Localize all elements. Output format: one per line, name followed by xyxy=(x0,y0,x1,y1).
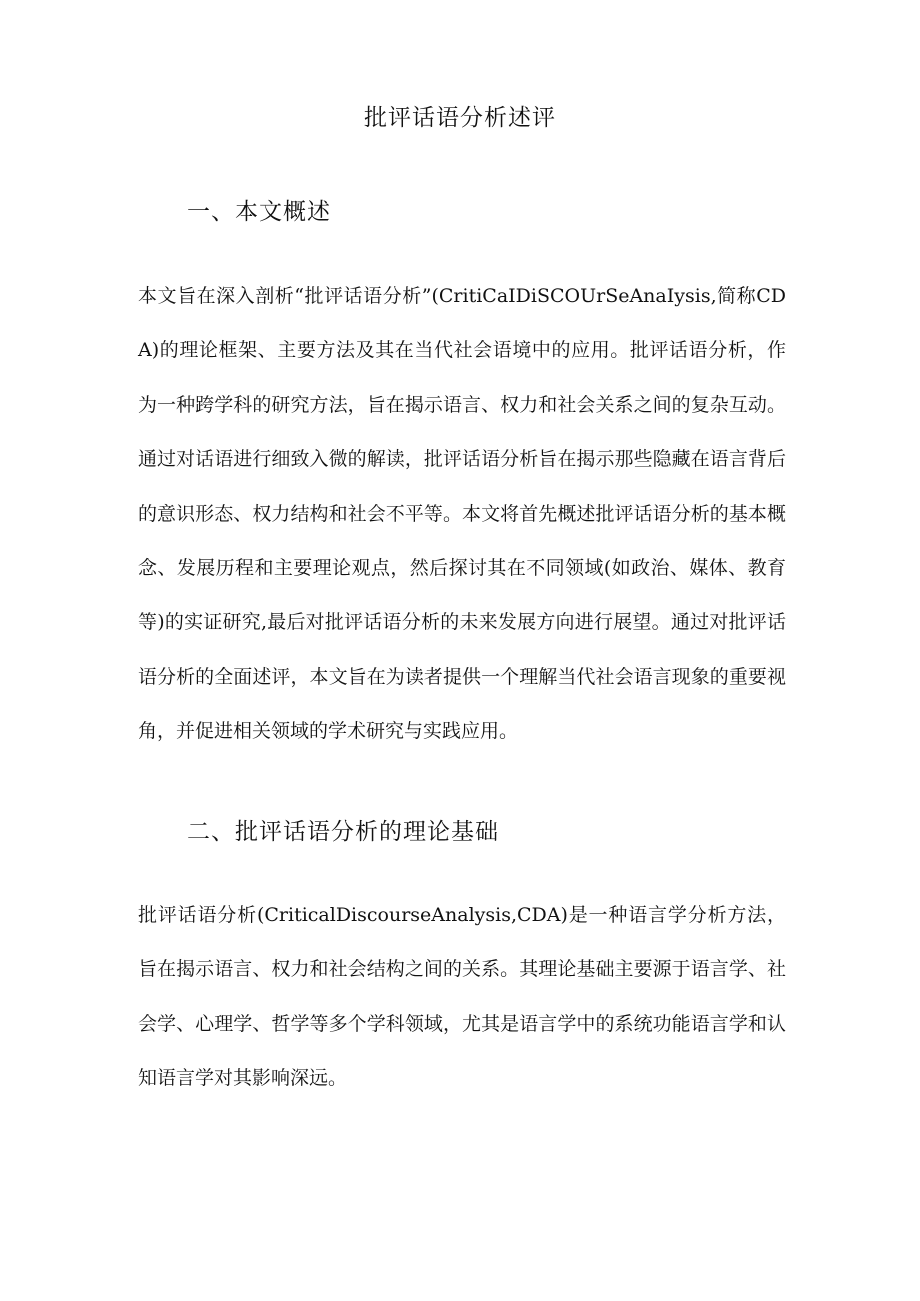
document-title: 批评话语分析述评 xyxy=(364,105,556,131)
section-paragraph-theory: 批评话语分析(CriticalDiscourseAnalysis,CDA)是一种语言学分析方法，旨在揭示语言、权力和社会结构之间的关系。其理论基础主要源于语言学、社会学、心理学、哲学等多个学科领域，尤其是语言学中的系统功能语言学和认知语言学对其影响深远。 xyxy=(138,904,786,1090)
section-heading-theory: 二、批评话语分析的理论基础 xyxy=(187,819,499,845)
section-paragraph-overview: 本文旨在深入剖析“批评话语分析”(CritiCaIDiSCOUrSeAnaIysis,简称CDA)的理论框架、主要方法及其在当代社会语境中的应用。批评话语分析，作为一种跨学科的研究方法，旨在揭示语言、权力和社会关系之间的复杂互动。通过对话语进行细致入微的解读，批评话语分析旨在揭示那些隐藏在语言背后的意识形态、权力结构和社会不平等。本文将首先概述批评话语分析的基本概念、发展历程和主要理论观点，然后探讨其在不同领域(如政治、媒体、教育等)的实证研究,最后对批评话语分析的未来发展方向进行展望。通过对批评话语分析的全面述评，本文旨在为读者提供一个理解当代社会语言现象的重要视角，并促进相关领域的学术研究与实践应用。 xyxy=(138,285,786,743)
section-heading-overview: 一、本文概述 xyxy=(187,199,331,225)
